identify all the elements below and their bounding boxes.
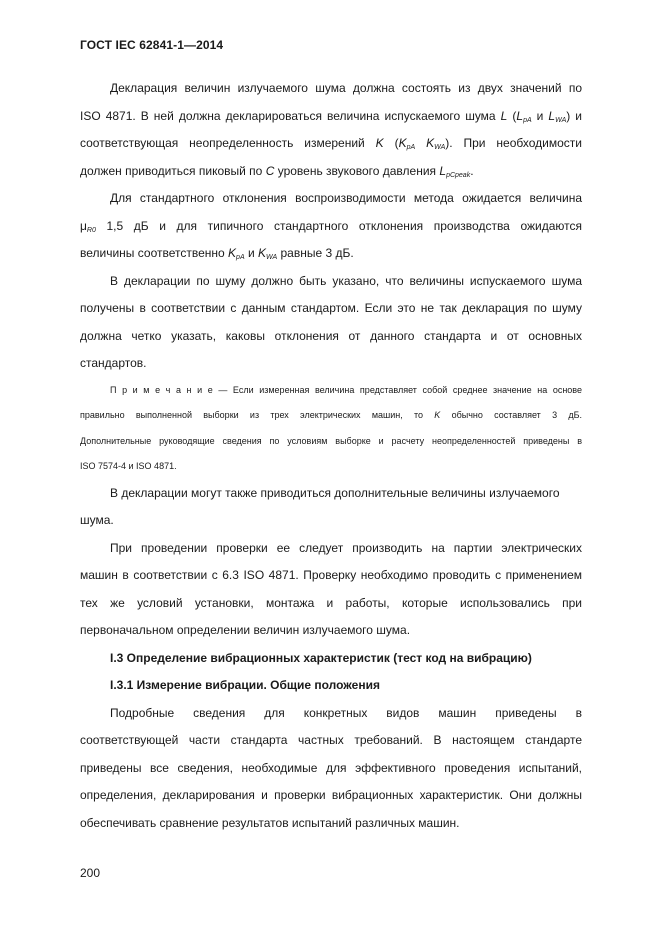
text-line: первоначальном определении величин излучаемого шума. xyxy=(80,623,411,637)
text-line: В декларации по шуму должно быть указано, что величины испускаемого шума xyxy=(110,273,582,288)
text-line: Подробные сведения для конкретных видов машин приведены в xyxy=(110,705,582,720)
text-line: величины соответственно $K_{pA}$ и $K_{WA}$ равные 3 дБ. xyxy=(80,246,354,261)
paragraph-standard-deviation xyxy=(80,185,582,268)
note-line: П р и м е ч а н и е — Если измеренная величина представляет собой среднее значение на основе xyxy=(110,384,582,395)
text-line: При проведении проверки ее следует производить на партии электрических xyxy=(110,540,582,555)
text-line: $\mu_{R0}$ 1,5 дБ и для типичного стандартного отклонения производства ожидаются xyxy=(80,218,582,234)
text-line: должна четко указать, каковы отклонения от данного стандарта и от основных xyxy=(80,328,582,343)
document-body xyxy=(80,75,582,837)
text-line: тех же условий установки, монтажа и работы, которые использовались при xyxy=(80,595,582,610)
paragraph-vibration-details xyxy=(80,700,582,838)
text-line: обеспечивать сравнение результатов испытаний различных машин. xyxy=(80,815,460,830)
text-line: шума. xyxy=(80,513,114,527)
text-line: приведены все сведения, необходимые для эффективного проведения испытаний, xyxy=(80,760,582,775)
text-line: машин в соответствии с 6.3 ISO 4871. Проверку необходимо проводить с применением xyxy=(80,568,582,582)
text-line: должен приводиться пиковый по C уровень звукового давления $L_{pCpeak}$. xyxy=(80,163,474,179)
subsection-heading: I.3.1 Измерение вибрации. Общие положения xyxy=(110,678,380,692)
note-line: Дополнительные руководящие сведения по условиям выборке и расчету неопределенностей приведены в xyxy=(80,435,582,446)
text-line: получены в соответствии с данным стандартом. Если это не так декларация по шуму xyxy=(80,301,582,315)
paragraph-noise-declaration xyxy=(80,75,582,185)
text-line: В декларации могут также приводиться дополнительные величины излучаемого xyxy=(110,485,560,500)
note-line: ISO 7574-4 и ISO 4871. xyxy=(80,461,177,471)
note-line: правильно выполненной выборки из трех электрических машин, то K обычно составляет 3 дБ. xyxy=(80,410,583,420)
text-line: стандартов. xyxy=(80,356,147,370)
text-line: Декларация величин излучаемого шума должна состоять из двух значений по xyxy=(110,81,582,95)
note-block xyxy=(80,378,582,480)
text-line: соответствующей части стандарта частных требований. В настоящем стандарте xyxy=(80,733,582,747)
paragraph-verification xyxy=(80,535,582,645)
text-line: соответствующая неопределенность измерений K ($K_{pA}$ $K_{WA}$). При необходимости xyxy=(80,136,582,151)
document-header: ГОСТ IEC 62841-1—2014 xyxy=(80,38,224,52)
text-line: Для стандартного отклонения воспроизводимости метода ожидается величина xyxy=(110,191,582,205)
page-number: 200 xyxy=(80,866,101,880)
text-line: ISO 4871. В ней должна декларироваться величина испускаемого шума L ($L_{pA}$ и $L_{WA}$) и xyxy=(80,108,582,124)
paragraph-additional-values xyxy=(80,480,582,535)
paragraph-declaration-compliance xyxy=(80,268,582,378)
section-heading: I.3 Определение вибрационных характеристик (тест код на вибрацию) xyxy=(110,650,532,665)
text-line: определения, декларирования и проверки вибрационных характеристик. Они должны xyxy=(80,788,582,802)
